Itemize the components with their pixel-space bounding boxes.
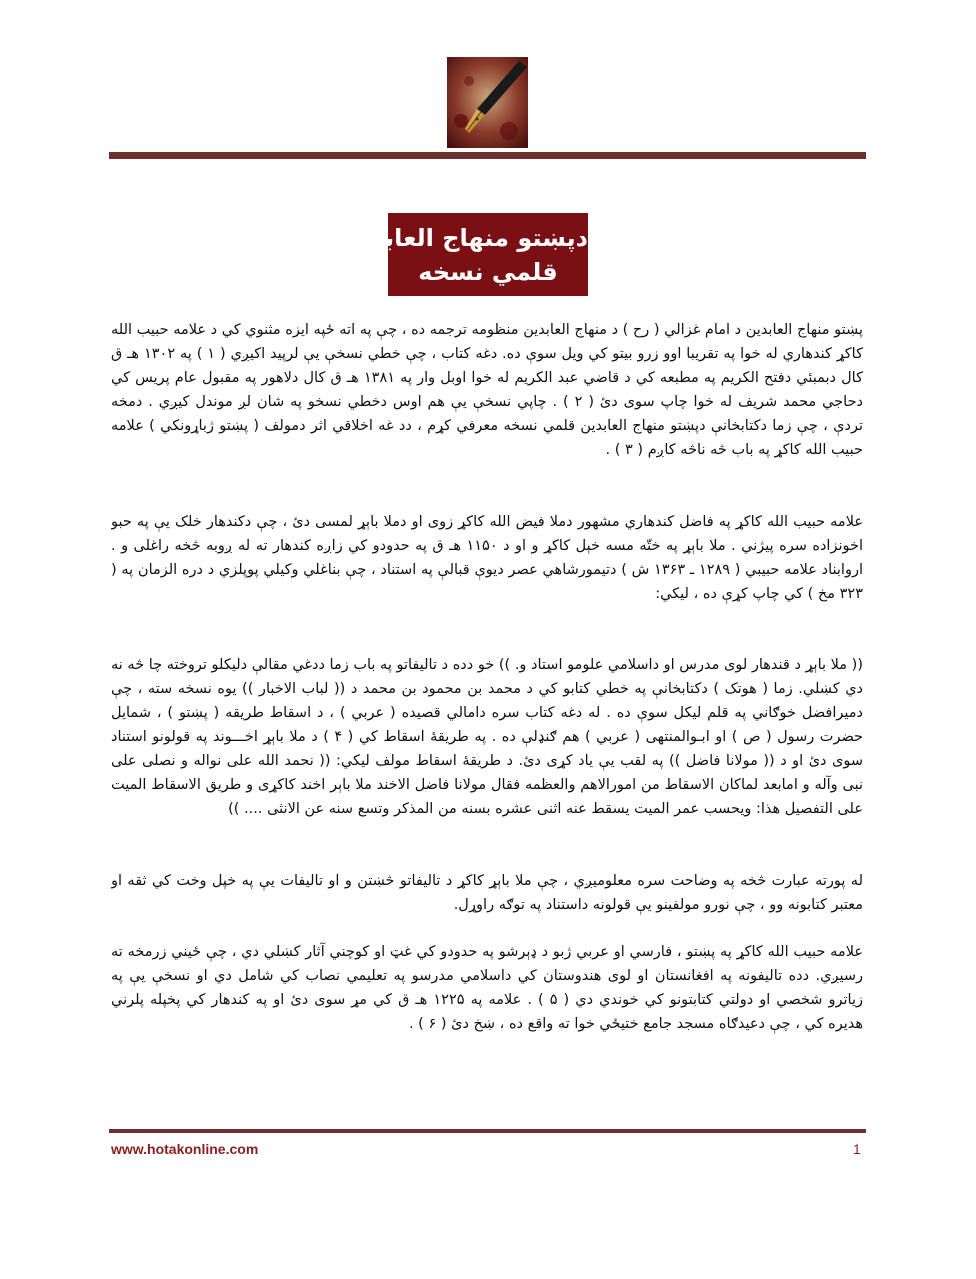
page-number: 1	[853, 1141, 861, 1157]
page-title	[340, 213, 588, 296]
fountain-pen-nib-icon	[447, 57, 528, 148]
paragraph-3: (( ملا باېړ د قندهار لوی مدرس او داسلامي علومو استاد و. )) خو دده د تالیفاتو په باب زما ددغي مقالې دلیکلو تروخته چا څه نه دي کښلي. زما ( هوتک ) دکتابخانې په خطي کتابو کي د محمد بن محمود بن محمد د (( لباب الاخبار )) یوه نسخه سته ، چې دمیرافضل خوګاني په قلم لیکل سوې ده . له دغه کتاب سره دامالي قصیده ( عربي ) ، د اسقاط طریقه ( پښتو ) ، شمایل حضرت رسول ( ص ) او ابـوالمنتهى ( عربي ) هم ګنډلې ده . په طریقهٔ اسقاط کي ( ۴ ) د ملا باېړ اخـــوند په قولونو استناد سوی دئ او د (( مولانا فاضل )) په لقب یې یاد کړی دئ. د طریقهٔ اسقاط مولف لیکي: (( نحمد الله على نواله و نصلى على نبى وآله و امابعد لماکان الاسقاط من امورالاهم والعظمه فقال مولانا فاضل الاخند ملا باېر اخند کاکړى و طریق الاسقاط الميت على التفصيل هذا: ویحسب عمر المیت یسقط عنه اثنى عشره بسنه من المذکر وتسع سنه عن الانثى .... ))	[111, 657, 863, 817]
header-logo	[447, 57, 528, 148]
title-line-1: دپښتو منهاج العابدين	[340, 224, 588, 252]
header-rule	[109, 152, 866, 159]
paragraph-1: پښتو منهاج العابدين د امام غزالي ( رح ) د منهاج العابدين منظومه ترجمه ده ، چې په اته ځپه ایزه مثنوي کي د علامه حبیب الله کاکړ کندهاري له خوا په تقریبا اوو زرو بیتو کي ویل سوې ده. دغه کتاب ، چې خطي نسخې یې لرپيد اکیږي ( ۱ ) په ۱۳۰۲ هـ ق کال دبمبئي دفتح الکریم په مطبعه کي د قاضي عبد الکریم له خوا اوبل وار په ۱۳۸۱ هـ ق کال دلاهور په مقبول عام پریس کي دحاجي محمد شریف له خوا چاپ سوی دئ ( ۲ ) . چاپي نسخې یې هم اوس دخطي نسخو په شان لږ موندل کیږي . دمخه تردې ، چې زما دکتابخانې دپښتو منهاج العابدين قلمي نسخه معرفي کړم ، دد غه اخلاقي اثر دمولف ( پښتو ژباړونکي ) علامه حبیب الله کاکړ په باب څه ناڅه کاږم ( ۳ ) .	[111, 322, 863, 458]
article-body	[111, 318, 863, 1057]
title-line-2: قلمي نسخه	[418, 258, 558, 286]
footer-url-link[interactable]: www.hotakonline.com	[111, 1141, 259, 1157]
footer-rule	[109, 1129, 866, 1133]
paragraph-2: علامه حبیب الله کاکړ په فاضل کندهاري مشهور دملا فیض الله کاکړ زوی او دملا باېړ لمسی دئ ، چې دکندهار خلک یې په حبو اخونزاده سره پیژني . ملا باېړ په ختّه مسه خېل کاکړ و او د ۱۱۵۰ هـ ق په حدودو کي زاږه کندهار ته له ږوبه څخه راغلی و . اروابناد علامه حبیبي ( ۱۲۸۹ ـ ۱۳۶۳ ش ) دتیمورشاهي عصر دیوې قبالې په استناد ، چې بناغلي وکیلي پوپلزي د دره الزمان په ( ۳۲۳ مخ ) کي چاپ کړې ده ، لیکي:	[111, 514, 863, 602]
paragraph-4: له پورته عبارت څخه په وضاحت سره معلومیږي ، چې ملا باېړ کاکړ د تالیفاتو څښتن و او تالیفات یې په خپل وخت کي ثقه او معتبر کتابونه وو ، چې نورو مولفینو یې قولونه داستناد په توګه راوړل.	[111, 873, 863, 913]
paragraph-5: علامه حبیب الله کاکړ په پښتو ، فارسي او عربي ژبو د ډېرشو په حدودو کي غټ او کوچني آثار کښلي دي ، چې ځیني زرمخه ته رسیږي. دده تالیفونه په افغانستان او لوی هندوستان کي داسلامي مدرسو په تعلیمي نصاب کي شامل دي او نسخې یې په زیاترو شخصي او دولتي کتابتونو کي خوندي دي ( ۵ ) . علامه په ۱۲۲۵ هـ ق کي مړ سوی دئ او په کندهار کي پخپله پلرني هدیره کي ، چې دعیدګاه مسجد جامع ختیځي خوا ته واقع ده ، ښخ دئ ( ۶ ) .	[111, 944, 863, 1032]
